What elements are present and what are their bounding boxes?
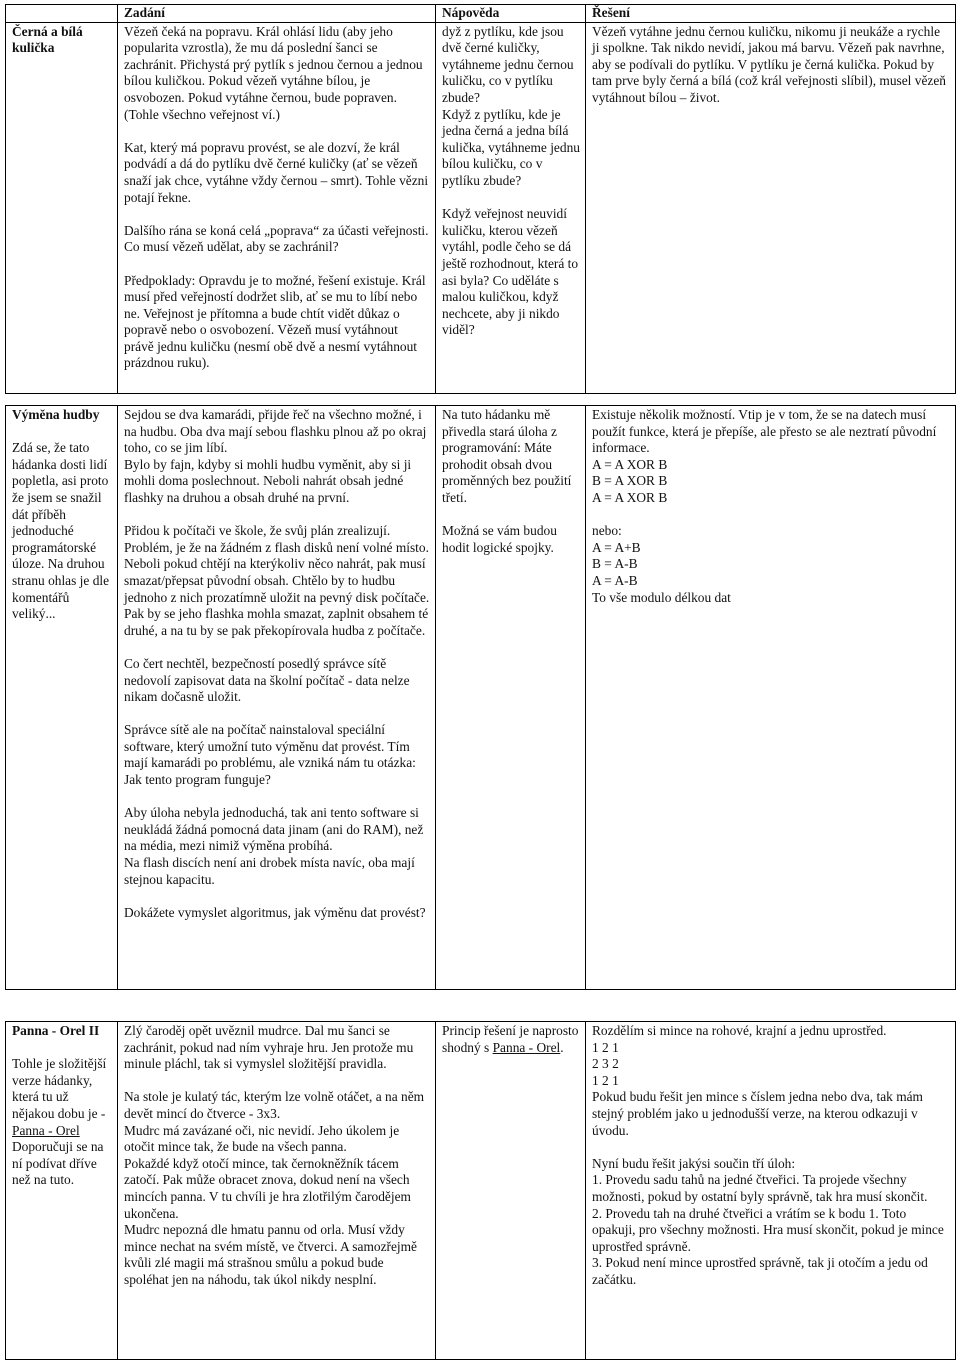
header-row [6, 5, 956, 23]
napoveda-cell [436, 22, 586, 393]
puzzle-table-1 [5, 4, 956, 394]
subtitle-text: Tohle je složitější verze hádanky, která tu už nějakou dobu je - [12, 1056, 107, 1121]
panna-orel-link[interactable]: Panna - Orel [492, 1039, 561, 1055]
zadani-paragraph: Vězeň čeká na popravu. Král ohlásí lidu (aby jeho popularita vzrostla), že mu dá poslední šanci se zachránit. Přichystá prý pytlík s jednou černou a jednou bílou kuličkou. Pokud vězeň vytáhne bílou, je osvobozen. Pokud vytáhne černou, bude popraven. (Tohle všechno veřejnost ví.) [124, 23, 423, 122]
puzzle-subtitle [12, 1056, 112, 1189]
napoveda-paragraph [442, 1023, 580, 1056]
puzzle-subtitle: Zdá se, že tato hádanka dosti lidí popletla, asi proto že jsem se snažil dát příběh jednoduché programátorské úloze. Na druhou stranu ohlas je dle komentářů veliký... [12, 440, 110, 622]
napoveda-paragraph: dyž z pytlíku, kde jsou dvě černé kuličky, vytáhneme jednu černou kuličku, co v pytlíku zbude? [442, 23, 574, 105]
reseni-paragraph: Existuje několik možností. Vtip je v tom, že se na datech musí použít funkce, která je přepíše, ale přesto se ale neztratí původní informace. A = A XOR B B = A XOR B A = A XOR B [592, 407, 937, 505]
napoveda-paragraph: Možná se vám budou hodit logické spojky. [442, 523, 557, 555]
puzzle-title: Panna - Orel II [12, 1023, 100, 1038]
reseni-paragraph: Nyní budu řešit jakýsi součin tří úloh: 1. Provedu sadu tahů na jedné čtveřici. Ta projede všechny možnosti, pokud by ostatní byly správně, tak hra musí skončit. 2. Provedu tah na druhé čtveřici a vrátím se k bodu 1. Toto opakuji, pro všechny možnosti. Hra musí skončit, pokud je mince uprostřed správně. 3. Pokud není mince uprostřed správně, tak ji otočím a jedu od začátku. [592, 1155, 944, 1287]
reseni-cell [586, 22, 956, 393]
zadani-paragraph: Přidou k počítači ve škole, že svůj plán zrealizují. Problém, je že na žádném z flash disků není volné místo. Neboli pokud chtějí na kterýkoliv něco nahrát, pak musí smazat/přepsat původní obsah. Chtělo by to hudbu jednoho z nich prozatímně uložit na pevný disk počítače. Pak by se jeho flashka mohla smazat, zaplnit obsahem té druhé, a na tu by se pak překopírovala hudba z počítače. [124, 523, 430, 638]
puzzle-table-3 [5, 1021, 956, 1360]
header-napoveda: Nápověda [436, 5, 586, 23]
napoveda-cell [436, 406, 586, 990]
header-reseni: Řešení [586, 5, 956, 23]
zadani-paragraph: Zlý čaroděj opět uvěznil mudrce. Dal mu šanci se zachránit, pokud nad ním vyhraje hru. Jen protože mu minule pláchl, tak si vymyslel složitější pravidla. [124, 1023, 414, 1072]
napoveda-cell [436, 1022, 586, 1360]
napoveda-paragraph: Když veřejnost neuvidí kuličku, kterou vězeň vytáhl, podle čeho se dá ještě rozhodnout, která to asi byla? Co uděláte s malou kuličkou, když nechcete, aby ji nikdo viděl? [442, 206, 579, 338]
puzzle-name-cell [6, 406, 118, 990]
header-col-name [6, 5, 118, 23]
puzzle-table-2 [5, 405, 956, 990]
puzzle-row-panna-orel-ii [6, 1022, 956, 1360]
napoveda-text: Princip řešení je naprosto shodný s [442, 1023, 579, 1055]
zadani-paragraph: Na stole je kulatý tác, kterým lze volně otáčet, a na něm devět mincí do čtverce - 3x3. Mudrc má zavázané oči, nic nevidí. Jeho úkolem je otočit mince tak, že bude na všech panna. Pokaždé když otočí mince, tak černokněžník tácem zatočí. Pak může obracet znova, dokud není na všech mincích panna. V tu chvíli je hra zlotřilým čarodějem ukončena. Mudrc nepozná dle hmatu pannu od orla. Musí vždy mince nechat na svém místě, ve čtverci. A samozřejmě kvůli zlé magii má strašnou smůlu a pokud bude spoléhat jen na náhodu, tak úkol nikdy nesplní. [124, 1089, 425, 1287]
napoveda-paragraph: Na tuto hádanku mě přivedla stará úloha z programování: Máte prohodit obsah dvou proměnných bez použití třetí. [442, 407, 572, 505]
panna-orel-link[interactable]: Panna - Orel [12, 1122, 80, 1138]
zadani-cell [118, 406, 436, 990]
zadani-paragraph: Sejdou se dva kamarádi, přijde řeč na všechno možné, i na hudbu. Oba dva mají sebou flashku plnou až po okraj toho, co se jim líbí. Bylo by fajn, kdyby si mohli hudbu vyměnit, aby si ji mohli doma poslechnout. Neboli nahrát obsah jedné flashky na druhou a obsah druhé na první. [124, 407, 427, 505]
zadani-paragraph: Aby úloha nebyla jednoduchá, tak ani tento software si neukládá žádná pomocná data jinam (ani do RAM), než na média, mezi nimiž výměna probíhá. Na flash discích není ani drobek místa navíc, oba mají stejnou kapacitu. [124, 805, 424, 887]
zadani-paragraph: Předpoklady: Opravdu je to možné, řešení existuje. Král musí před veřejností dodržet slib, ať se mu to líbí nebo ne. Veřejnost je přítomna a bude chtít vidět důkaz o popravě nebo o osvobození. Vězeň musí vytáhnout právě jednu kuličku (nesmí obě dvě a nesmí vytáhnout prázdnou ruku). [124, 272, 426, 371]
puzzle-row-vymena-hudby [6, 406, 956, 990]
zadani-paragraph: Dalšího rána se koná celá „poprava“ za účasti veřejnosti. Co musí vězeň udělat, aby se zachránil? [124, 222, 429, 255]
puzzle-name-cell [6, 22, 118, 393]
zadani-paragraph: Kat, který má popravu provést, se ale dozví, že král podvádí a dá do pytlíku dvě černé kuličky (ať se vězeň snaží jak chce, vytáhne vždy černou – smrt). Tohle vězni potají řekne. [124, 139, 429, 205]
puzzle-name-cell [6, 1022, 118, 1360]
reseni-paragraph: Vězeň vytáhne jednu černou kuličku, nikomu ji neukáže a rychle ji spolkne. Tak nikdo nevidí, jakou má barvu. Vězeň pak navrhne, aby se podívali do pytlíku. V pytlíku je černá kulička. Pokud by tam prve byly černá a bílá (což král veřejnosti slíbil), musel vězeň vytáhnout bílou – život. [592, 23, 946, 105]
zadani-paragraph: Správce sítě ale na počítač nainstaloval speciální software, který umožní tuto výměnu dat provést. Tím mají kamarádi po problému, ale vzniká nám tu otázka: Jak tento program funguje? [124, 722, 416, 788]
reseni-paragraph: Rozdělím si mince na rohové, krajní a jednu uprostřed. 1 2 1 2 3 2 1 2 1 Pokud budu řešit jen mince s číslem jedna nebo dva, tak mám stejný problém jako u jednodušší verze, na kterou odkazuji v úvodu. [592, 1023, 923, 1138]
header-zadani: Zadání [118, 5, 436, 23]
napoveda-paragraph: Když z pytlíku, kde je jedna černá a jedna bílá kulička, vytáhneme jednu bílou kuličku, co v pytlíku zbude? [442, 106, 580, 188]
zadani-cell [118, 22, 436, 393]
zadani-paragraph: Co čert nechtěl, bezpečností posedlý správce sítě nedovolí zapisovat data na školní počítač - data nelze nikam dočasně uložit. [124, 655, 410, 705]
zadani-cell [118, 1022, 436, 1360]
zadani-paragraph: Dokážete vymyslet algoritmus, jak výměnu dat provést? [124, 904, 426, 920]
puzzle-title: Černá a bílá kulička [12, 23, 83, 56]
reseni-cell [586, 406, 956, 990]
puzzle-title: Výměna hudby [12, 407, 100, 422]
reseni-paragraph: nebo: A = A+B B = A-B A = A-B To vše modulo délkou dat [592, 523, 731, 605]
subtitle-recommendation: Doporučuji se na ní podívat dříve než na tuto. [12, 1139, 104, 1188]
puzzle-row-cerna-bila-kulicka [6, 22, 956, 393]
reseni-cell [586, 1022, 956, 1360]
napoveda-period: . [560, 1039, 564, 1055]
